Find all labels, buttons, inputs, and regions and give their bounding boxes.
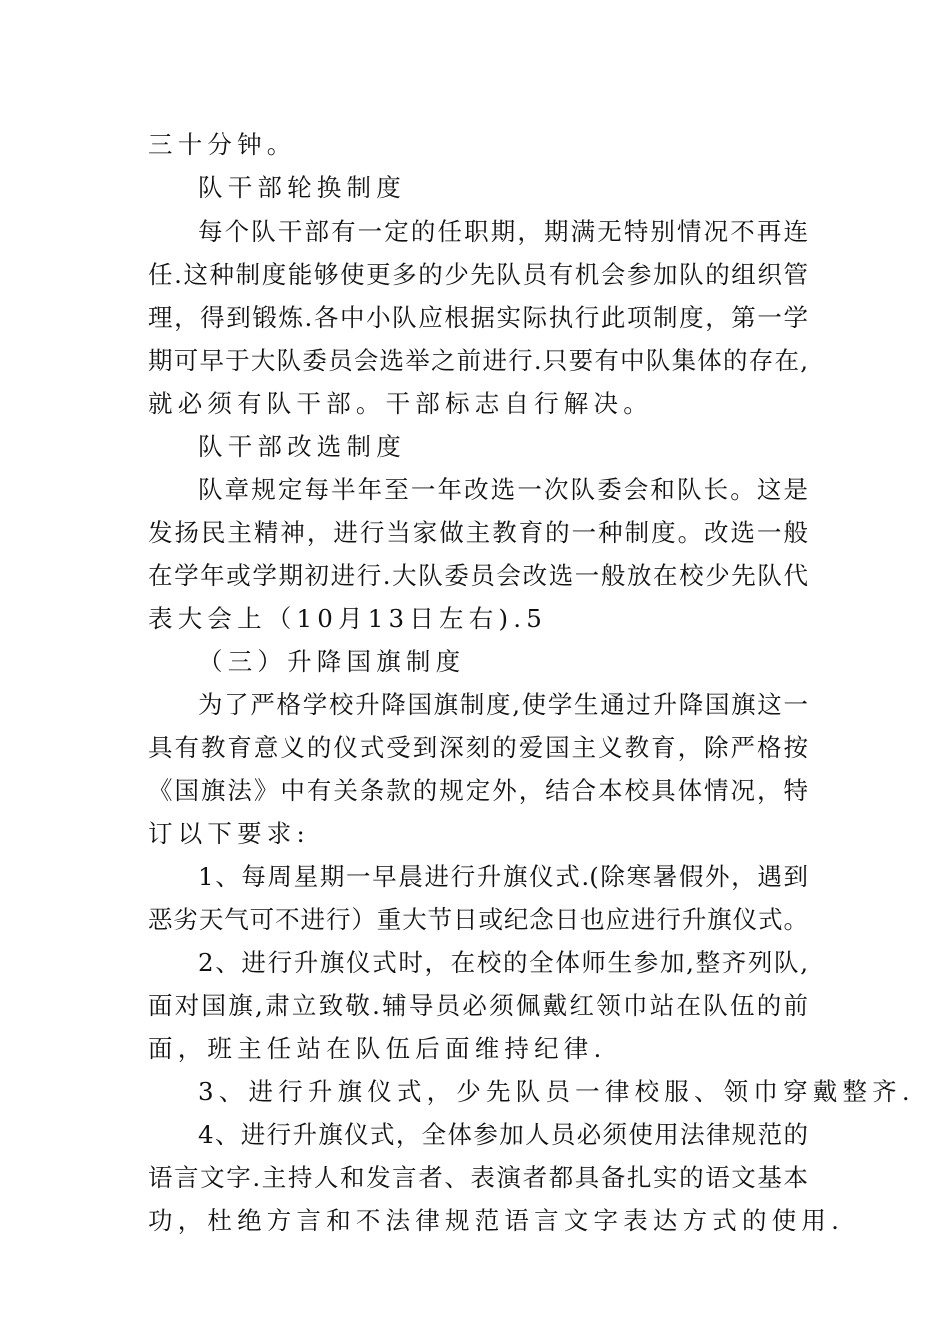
paragraph-line: 为了严格学校升降国旗制度,使学生通过升降国旗这一 xyxy=(198,690,808,719)
text-line: 三十分钟。 xyxy=(148,130,297,159)
list-item-continuation: 面，班主任站在队伍后面维持纪律. xyxy=(148,1034,607,1063)
list-item: 3、进行升旗仪式，少先队员一律校服、领巾穿戴整齐. xyxy=(198,1077,915,1106)
paragraph-line: 期可早于大队委员会选举之前进行.只要有中队集体的存在, xyxy=(148,346,808,375)
paragraph-line: 在学年或学期初进行.大队委员会改选一般放在校少先队代 xyxy=(148,561,808,590)
list-item-continuation: 语言文字.主持人和发言者、表演者都具备扎实的语文基本 xyxy=(148,1163,808,1192)
paragraph-line: 每个队干部有一定的任职期，期满无特别情况不再连 xyxy=(198,217,808,246)
list-item-continuation: 恶劣天气可不进行）重大节日或纪念日也应进行升旗仪式。 xyxy=(148,905,808,934)
list-item-continuation: 功，杜绝方言和不法律规范语言文字表达方式的使用. xyxy=(148,1206,845,1235)
list-item-continuation: 面对国旗,肃立致敬.辅导员必须佩戴红领巾站在队伍的前 xyxy=(148,991,808,1020)
paragraph-line: 订以下要求: xyxy=(148,819,310,848)
paragraph-line: 任.这种制度能够使更多的少先队员有机会参加队的组织管 xyxy=(148,260,808,289)
section-heading: （三）升降国旗制度 xyxy=(198,647,466,676)
paragraph-line: 就必须有队干部。干部标志自行解决。 xyxy=(148,389,653,418)
list-item: 4、进行升旗仪式，全体参加人员必须使用法律规范的 xyxy=(198,1120,808,1149)
paragraph-line: 理，得到锻炼.各中小队应根据实际执行此项制度，第一学 xyxy=(148,303,808,332)
paragraph-line: 《国旗法》中有关条款的规定外，结合本校具体情况，特 xyxy=(148,776,808,805)
paragraph-line: 表大会上（10月13日左右).5 xyxy=(148,604,547,633)
paragraph-line: 具有教育意义的仪式受到深刻的爱国主义教育，除严格按 xyxy=(148,733,808,762)
paragraph-line: 发扬民主精神，进行当家做主教育的一种制度。改选一般 xyxy=(148,518,808,547)
list-item: 1、每周星期一早晨进行升旗仪式.(除寒暑假外，遇到 xyxy=(198,862,808,891)
paragraph-line: 队章规定每半年至一年改选一次队委会和队长。这是 xyxy=(198,475,808,504)
section-heading: 队干部改选制度 xyxy=(198,432,406,461)
section-heading: 队干部轮换制度 xyxy=(198,173,406,202)
list-item: 2、进行升旗仪式时，在校的全体师生参加,整齐列队, xyxy=(198,948,808,977)
